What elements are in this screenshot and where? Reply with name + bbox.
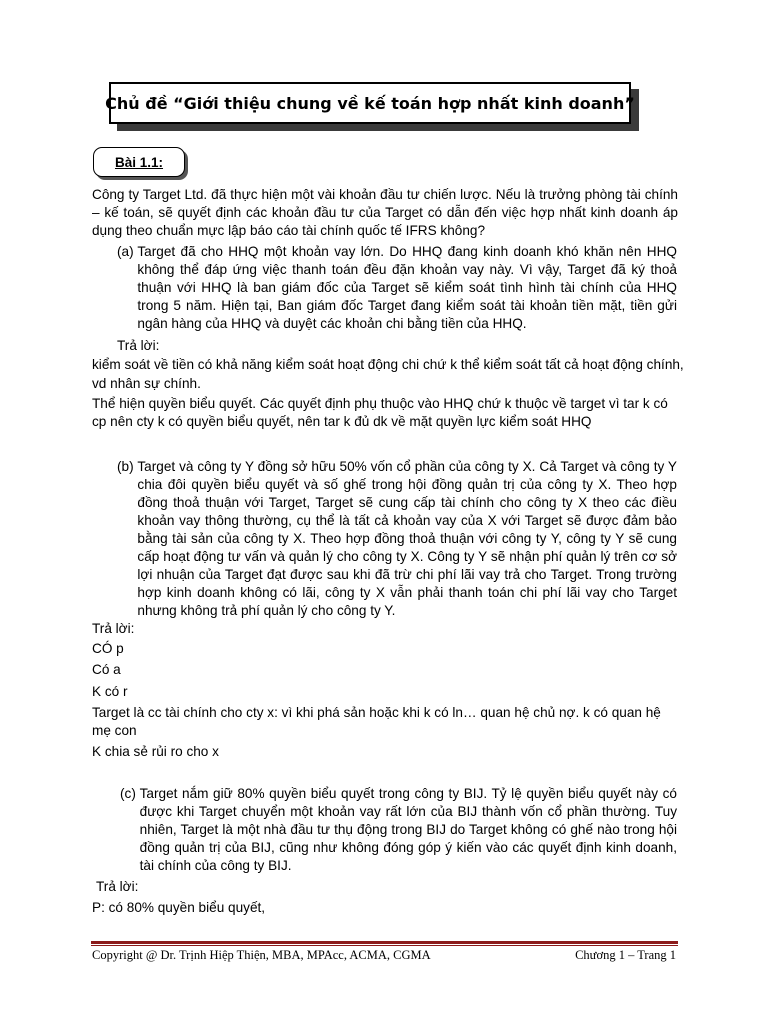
question-a-marker: (a)	[117, 244, 138, 259]
question-c-text: Target nắm giữ 80% quyền biểu quyết trong công ty BIJ. Tỷ lệ quyền biểu quyết này có được khi Target chuyển một khoản vay rất lớn của BIJ thành vốn cổ phần thường. Tuy nhiên, Target là một nhà đầu tư thụ động trong BIJ do Target không có ghế nào trong hội đồng quản trị của BIJ, cũng như không đóng góp ý kiến vào các quyết định kinh doanh, tài chính của công ty BIJ.	[139, 786, 677, 873]
footer-rule	[91, 941, 678, 944]
question-c-answer-label: Trả lời:	[96, 879, 139, 894]
question-b	[117, 458, 677, 620]
question-a-answer-line: vd nhân sự chính.	[92, 376, 201, 391]
question-a-text: Target đã cho HHQ một khoản vay lớn. Do HHQ đang kinh doanh khó khăn nên HHQ không thể đáp ứng việc thanh toán đều đặn khoản vay này. Vì vậy, Target đã ký thoả thuận với HHQ là ban giám đốc của Target sẽ kiểm soát tình hình tài chính của HHQ trong 5 năm. Hiện tại, Ban giám đốc Target đang kiểm soát tài khoản tiền mặt, tiền gửi ngân hàng của HHQ và duyệt các khoản chi bằng tiền của HHQ.	[137, 244, 677, 331]
question-b-answer-label: Trả lời:	[92, 621, 135, 636]
intro-paragraph: Công ty Target Ltd. đã thực hiện một vài khoản đầu tư chiến lược. Nếu là trưởng phòng tài chính – kế toán, sẽ quyết định các khoản đầu tư của Target có dẫn đến việc hợp nhất kinh doanh áp dụng theo chuẩn mực lập báo cáo tài chính quốc tế IFRS không?	[92, 187, 678, 238]
exercise-label: Bài 1.1:	[93, 147, 185, 177]
question-b-answer-line: K chia sẻ rủi ro cho x	[92, 744, 219, 759]
question-c-answer-line: P: có 80% quyền biểu quyết,	[92, 900, 266, 915]
footer-copyright: Copyright @ Dr. Trịnh Hiệp Thiện, MBA, MPAcc, ACMA, CGMA	[92, 948, 431, 962]
question-b-answer-line: CÓ p	[92, 641, 124, 656]
question-b-answer-line: Có a	[92, 662, 121, 677]
footer-rule-thin	[91, 945, 678, 946]
question-a-answer-line: Thể hiện quyền biểu quyết. Các quyết định phụ thuộc vào HHQ chứ k thuộc về target vì tar k có	[92, 396, 668, 411]
question-a	[117, 243, 677, 333]
question-b-answer-line: K có r	[92, 684, 128, 699]
question-b-marker: (b)	[117, 459, 138, 474]
question-b-answer-line: mẹ con	[92, 723, 137, 738]
question-a-answer-line: kiểm soát về tiền có khả năng kiểm soát hoạt động chi chứ k thể kiểm soát tất cả hoạt động chính,	[92, 357, 684, 372]
question-b-answer-line: Target là cc tài chính cho cty x: vì khi phá sản hoặc khi k có ln… quan hệ chủ nợ. k có quan hệ	[92, 705, 661, 720]
document-title: Chủ đề “Giới thiệu chung về kế toán hợp nhất kinh doanh”	[109, 82, 631, 124]
question-c	[120, 785, 677, 875]
footer-page-number: Chương 1 – Trang 1	[575, 948, 676, 962]
question-a-answer-label: Trả lời:	[117, 338, 160, 353]
question-a-answer-line: cp nên cty k có quyền biểu quyết, nên tar k đủ dk về mặt quyền lực kiểm soát HHQ	[92, 414, 592, 429]
question-b-text: Target và công ty Y đồng sở hữu 50% vốn cổ phần của công ty X. Cả Target và công ty Y chia đôi quyền biểu quyết và số ghế trong hội đồng quản trị của công ty X. Theo hợp đồng thoả thuận với Target, Target sẽ cung cấp tài chính cho công ty X theo các điều khoản vay thông thường, cụ thể là tất cả khoản vay của X với Target sẽ được đảm bảo bằng tài sản của công ty X. Theo hợp đồng thoả thuận với công ty Y, công ty Y sẽ cung cấp hoạt động tư vấn và quản lý cho công ty X. Công ty Y sẽ nhận phí quản lý trên cơ sở lợi nhuận của Target đạt được sau khi đã trừ chi phí lãi vay trả cho Target. Trong trường hợp kinh doanh không có lãi, công ty X vẫn phải thanh toán chi phí lãi vay cho Target nhưng không trả phí quản lý cho công ty Y.	[137, 459, 677, 618]
question-c-marker: (c)	[120, 786, 140, 801]
